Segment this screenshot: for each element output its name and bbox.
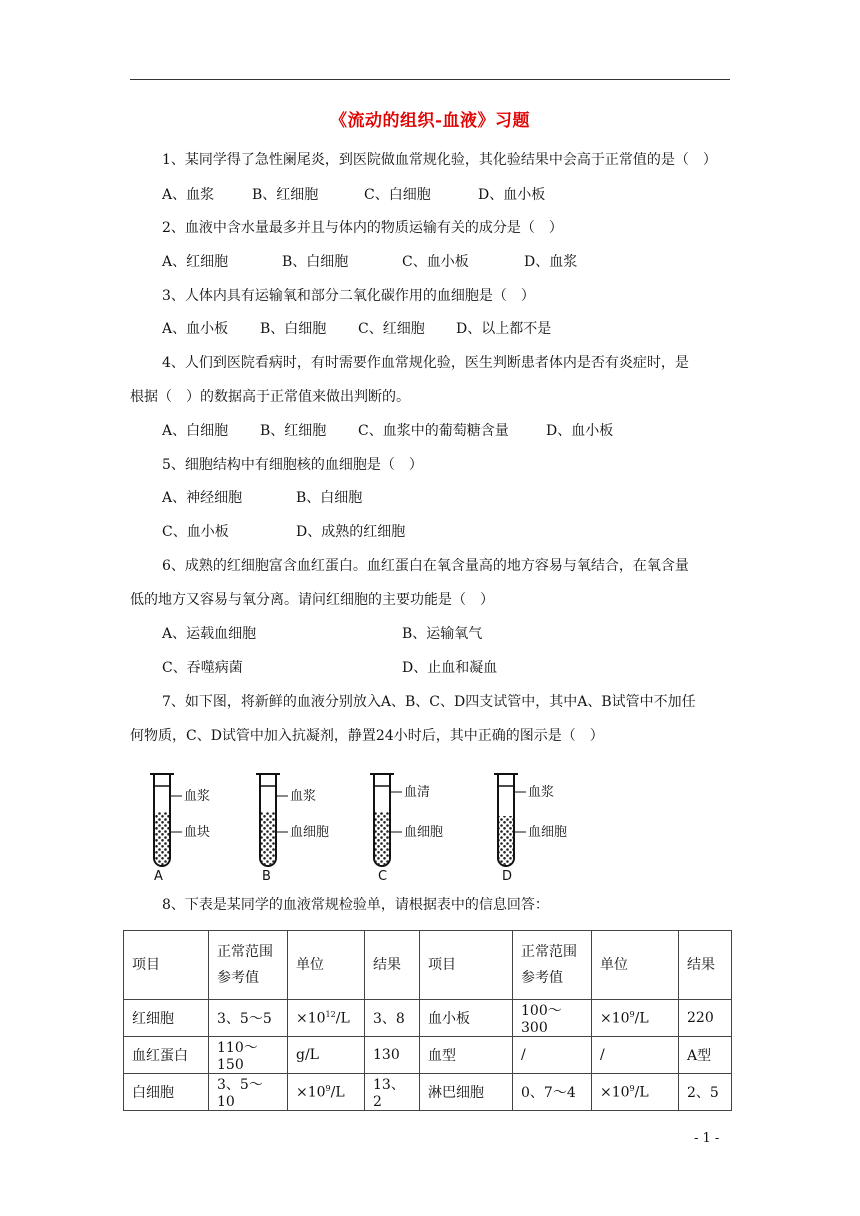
table-row [124,1074,732,1111]
q6-option-c: C、吞噬病菌 [162,660,243,676]
table-cell: 白细胞 [124,1074,209,1111]
header-unit: 单位 [288,931,365,1000]
table-cell: g/L [288,1037,365,1074]
tube-a-letter: A [154,869,163,882]
question-8-stem: 8、下表是某同学的血液常规检验单，请根据表中的信息回答： [162,897,549,913]
question-7-stem-line2: 何物质，C、D试管中加入抗凝剂，静置24小时后，其中正确的图示是（ ） [130,728,604,744]
q6-option-d: D、止血和凝血 [402,660,498,676]
table-cell: 2、5 [679,1074,732,1111]
q1-option-a: A、血浆 [162,187,215,203]
q3-option-a: A、血小板 [162,321,229,337]
q5-option-c: C、血小板 [162,524,229,540]
q1-option-d: D、血小板 [478,187,546,203]
table-cell: $\times 10^9/L$ [592,1074,679,1111]
q5-option-a: A、神经细胞 [162,490,243,506]
header-rule [130,79,730,80]
q3-option-b: B、白细胞 [260,321,327,337]
tube-d-top-label: 血浆 [528,785,555,800]
q2-option-b: B、白细胞 [282,254,349,270]
table-cell: 13、2 [365,1074,420,1111]
table-cell: / [513,1037,592,1074]
table-cell: $\times 10^9/L$ [592,1000,679,1037]
tube-a-bottom-label: 血块 [184,825,211,840]
header-unit-2: 单位 [592,931,679,1000]
tube-d-letter: D [502,869,513,882]
table-cell: 220 [679,1000,732,1037]
header-result: 结果 [365,931,420,1000]
q2-option-c: C、血小板 [402,254,469,270]
question-2-stem: 2、血液中含水量最多并且与体内的物质运输有关的成分是（ ） [162,220,563,236]
table-cell: / [592,1037,679,1074]
table-cell: A型 [679,1037,732,1074]
tube-c-bottom-label: 血细胞 [404,825,444,840]
q2-option-d: D、血浆 [524,254,578,270]
tube-d-bottom-label: 血细胞 [528,825,568,840]
table-cell: $\times 10^{12}/L$ [288,1000,365,1037]
page-number: - 1 - [694,1131,720,1146]
table-cell: $\times 10^9/L$ [288,1074,365,1111]
table-cell: 3、5～5 [209,1000,288,1037]
question-4-stem-line1: 4、人们到医院看病时，有时需要作血常规化验，医生判断患者体内是否有炎症时，是 [162,355,689,371]
q3-option-c: C、红细胞 [358,321,425,337]
question-6-stem-line2: 低的地方又容易与氧分离。请问红细胞的主要功能是（ ） [130,592,494,608]
table-header-row [124,931,732,1000]
tube-b-letter: B [262,869,271,882]
blood-test-table [123,930,732,1111]
question-4-stem-line2: 根据（ ）的数据高于正常值来做出判断的。 [130,389,410,405]
table-cell: 0、7～4 [513,1074,592,1111]
table-cell: 3、5～10 [209,1074,288,1111]
header-normal-range: 正常范围 参考值 [209,931,288,1000]
table-cell: 红细胞 [124,1000,209,1037]
tube-c [370,774,402,866]
table-cell: 130 [365,1037,420,1074]
table-cell: 3、8 [365,1000,420,1037]
q4-option-c: C、血浆中的葡萄糖含量 [358,423,509,439]
header-normal-range-2: 正常范围 参考值 [513,931,592,1000]
question-1-stem: 1、某同学得了急性阑尾炎，到医院做血常规化验，其化验结果中会高于正常值的是（ ） [162,152,717,168]
question-5-stem: 5、细胞结构中有细胞核的血细胞是（ ） [162,457,423,473]
table-cell: 淋巴细胞 [420,1074,513,1111]
header-result-2: 结果 [679,931,732,1000]
table-cell: 血型 [420,1037,513,1074]
tube-a [150,774,182,866]
table-cell: 血红蛋白 [124,1037,209,1074]
test-tubes-figure [140,770,600,882]
page-title: 《流动的组织-血液》习题 [329,111,531,131]
table-row [124,1000,732,1037]
q4-option-a: A、白细胞 [162,423,229,439]
tube-b-top-label: 血浆 [290,789,317,804]
q5-option-b: B、白细胞 [296,490,363,506]
q1-option-c: C、白细胞 [364,187,431,203]
table-row [124,1037,732,1074]
q2-option-a: A、红细胞 [162,254,229,270]
header-item: 项目 [124,931,209,1000]
q3-option-d: D、以上都不是 [456,321,552,337]
table-cell: 100～300 [513,1000,592,1037]
header-item-2: 项目 [420,931,513,1000]
tube-d [494,774,526,866]
question-3-stem: 3、人体内具有运输氧和部分二氧化碳作用的血细胞是（ ） [162,288,535,304]
tube-b-bottom-label: 血细胞 [290,825,330,840]
q4-option-d: D、血小板 [546,423,614,439]
tube-a-top-label: 血浆 [184,789,211,804]
tube-b [256,774,288,866]
question-7-stem-line1: 7、如下图，将新鲜的血液分别放入A、B、C、D四支试管中，其中A、B试管中不加任 [162,694,696,710]
q5-option-d: D、成熟的红细胞 [296,524,406,540]
table-cell: 110～150 [209,1037,288,1074]
tube-c-letter: C [378,869,388,882]
table-cell: 血小板 [420,1000,513,1037]
question-6-stem-line1: 6、成熟的红细胞富含血红蛋白。血红蛋白在氧含量高的地方容易与氧结合，在氧含量 [162,558,689,574]
q6-option-b: B、运输氧气 [402,626,483,642]
q4-option-b: B、红细胞 [260,423,327,439]
q1-option-b: B、红细胞 [252,187,319,203]
q6-option-a: A、运载血细胞 [162,626,257,642]
tube-c-top-label: 血清 [404,785,431,800]
